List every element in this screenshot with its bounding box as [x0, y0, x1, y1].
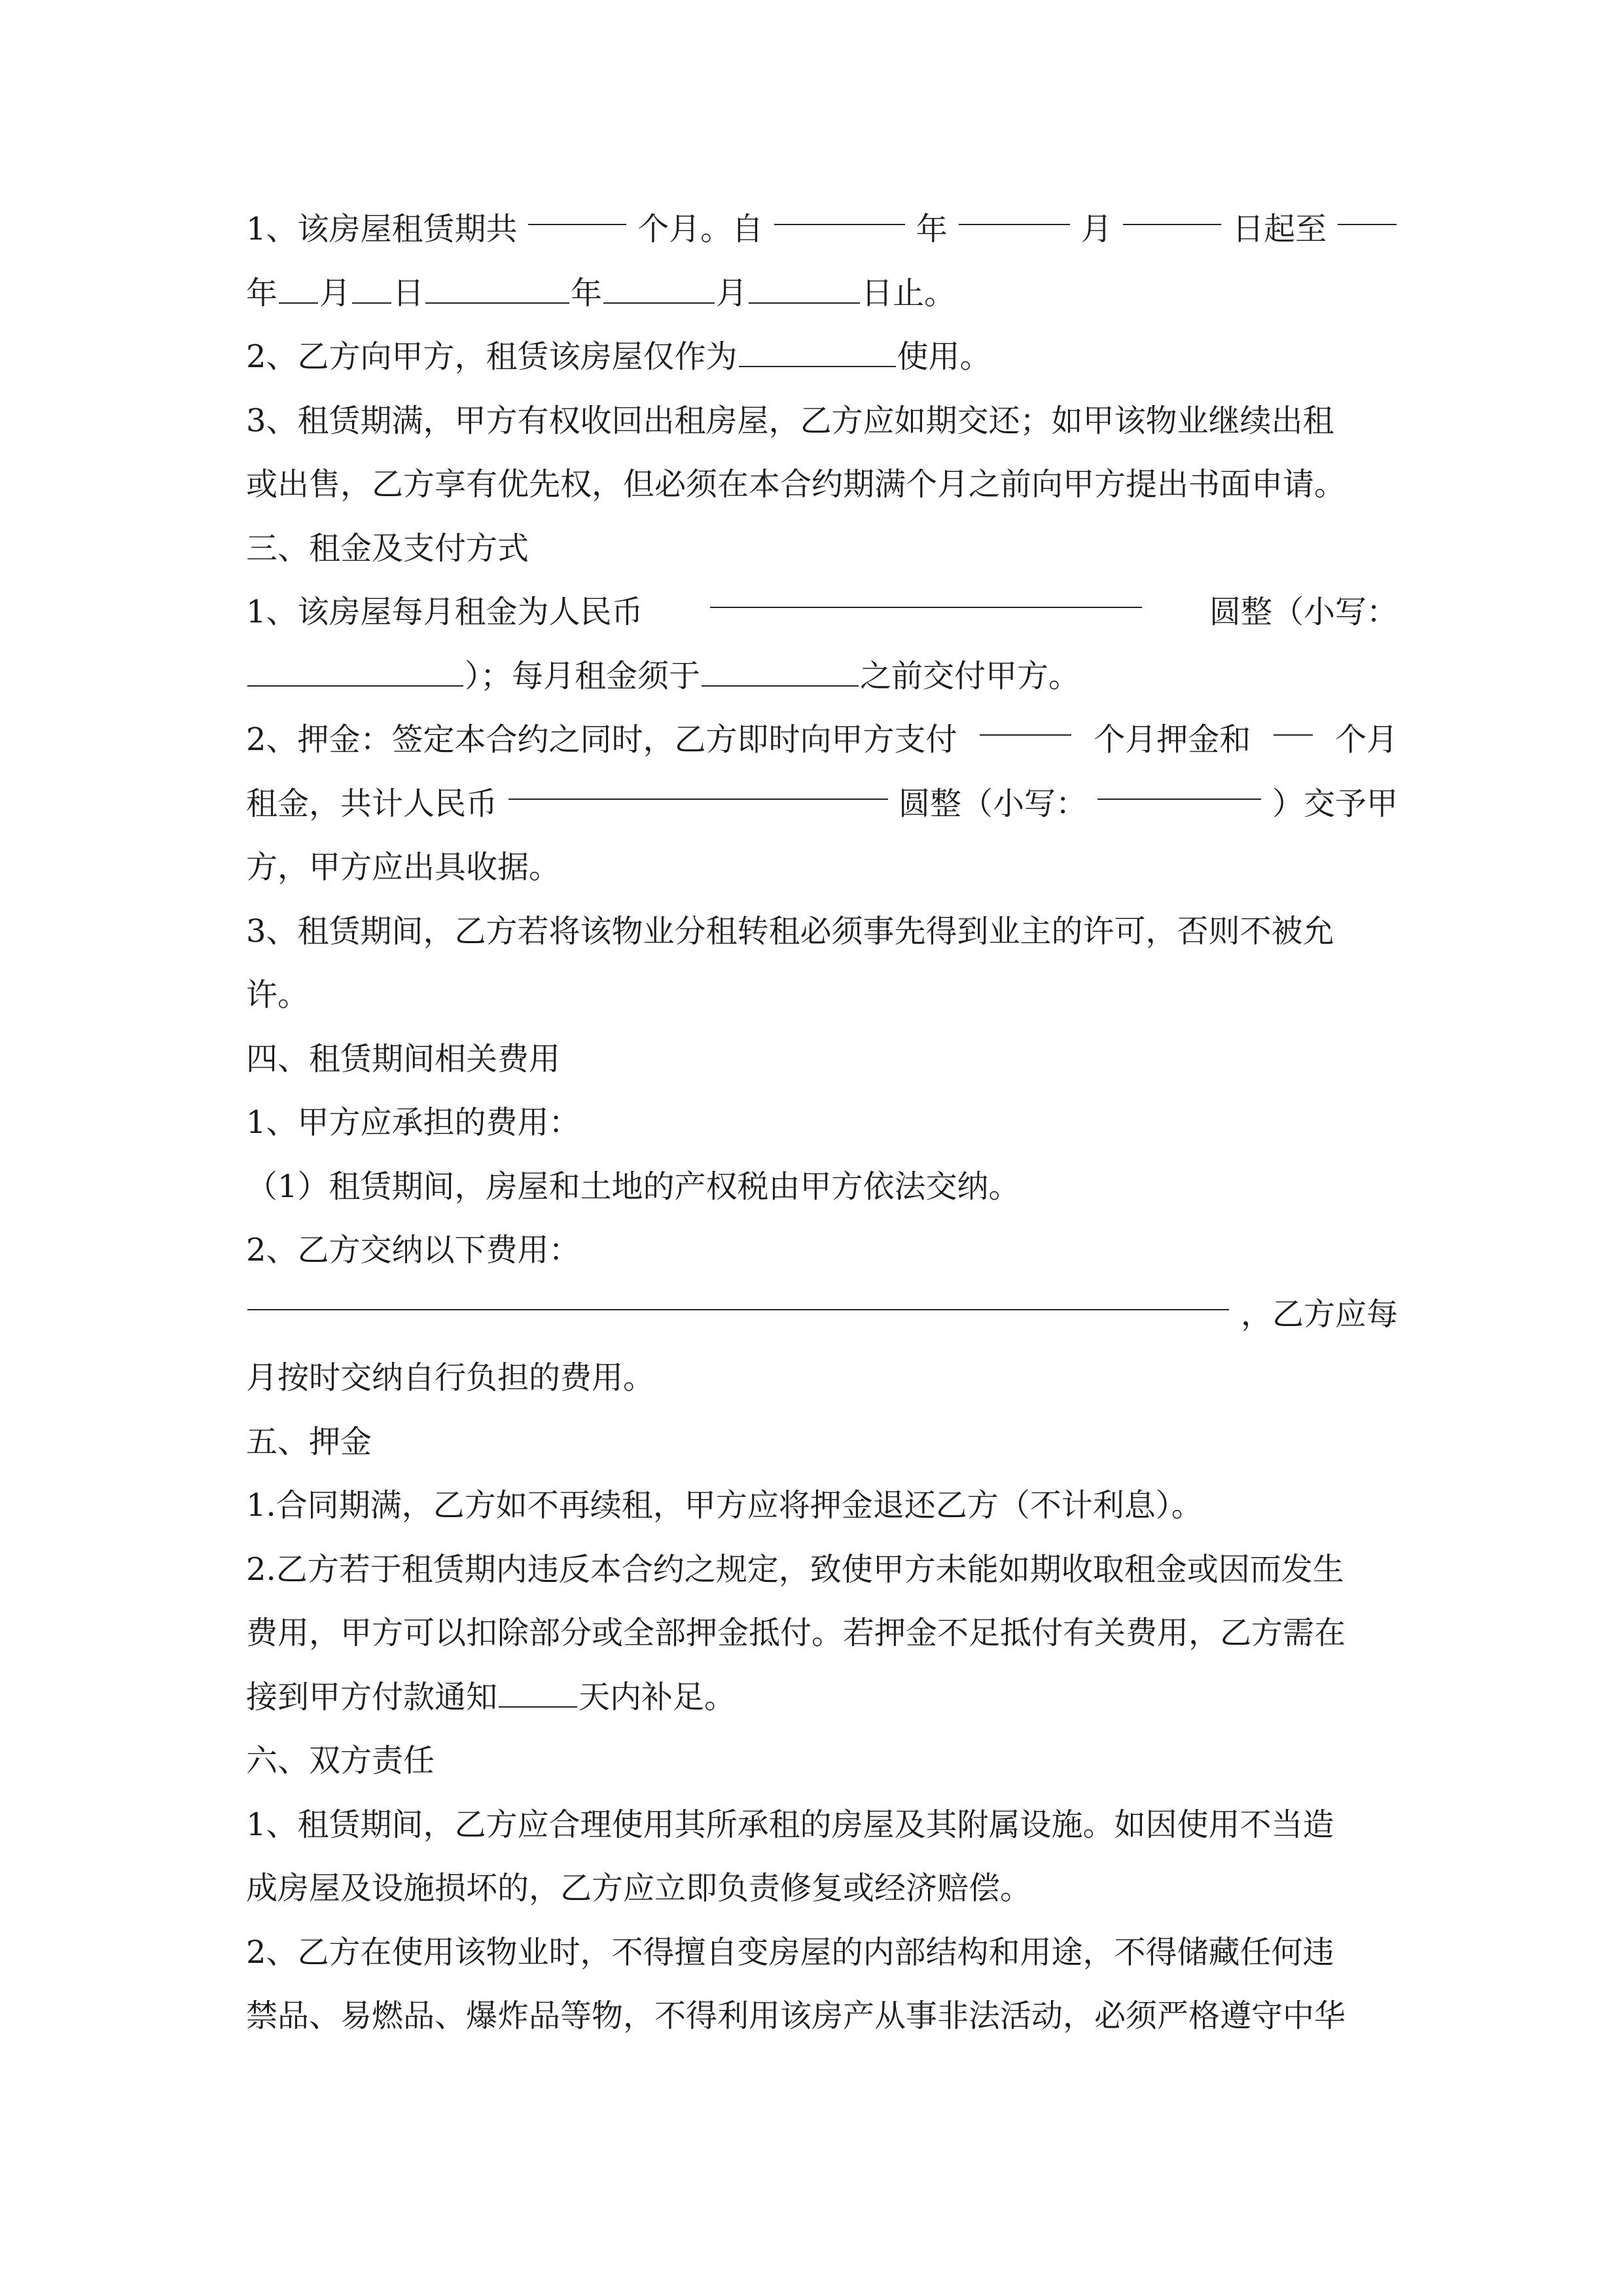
text-line	[246, 325, 1398, 389]
line-text: 年	[571, 274, 603, 312]
blank-fill-line	[1274, 708, 1313, 736]
text-line	[246, 708, 1398, 772]
line-text: 1、甲方应承担的费用：	[246, 1104, 580, 1141]
blank-fill-line	[603, 276, 715, 304]
line-text: 月	[716, 274, 748, 312]
text-line	[246, 1666, 1398, 1730]
text-line	[246, 389, 1398, 454]
line-text: 个月。自	[637, 211, 764, 247]
blank-fill-line	[247, 659, 463, 687]
line-text: ，乙方应每	[1240, 1295, 1398, 1333]
text-line	[246, 1410, 1398, 1475]
text-line	[246, 262, 1398, 326]
line-text: 禁品、易燃品、爆炸品等物，不得利用该房产从事非法活动，必须严格遵守中华	[246, 1998, 1346, 2034]
blank-fill-line	[702, 659, 859, 687]
text-line	[246, 1729, 1398, 1793]
text-line	[246, 1091, 1398, 1155]
line-text: ）；每月租金须于	[465, 657, 701, 694]
blank-fill-line	[959, 198, 1070, 225]
blank-fill-line	[1097, 772, 1261, 800]
line-text: 个月押金和	[1094, 721, 1251, 758]
line-text: 年	[246, 274, 278, 312]
line-text: 三、租金及支付方式	[246, 529, 529, 567]
blank-fill-line	[499, 1680, 577, 1708]
contract-body	[246, 198, 1398, 2049]
line-text: 1.合同期满，乙方如不再续租，甲方应将押金退还乙方（不计利息）。	[246, 1487, 1203, 1524]
blank-fill-line	[247, 1283, 1229, 1310]
line-text: 费用，甲方可以扣除部分或全部押金抵付。若押金不足抵付有关费用，乙方需在	[246, 1615, 1346, 1651]
line-text: 圆整（小写：	[1209, 594, 1398, 630]
line-text: 日	[393, 274, 425, 312]
text-line	[246, 1028, 1398, 1092]
text-line	[246, 963, 1398, 1028]
blank-fill-line	[774, 198, 905, 225]
text-line	[246, 1474, 1398, 1538]
line-text: 2、乙方向甲方，租赁该房屋仅作为	[246, 338, 738, 375]
line-text: 许。	[246, 977, 310, 1013]
line-text: 月	[1080, 211, 1113, 247]
blank-fill-line	[528, 198, 626, 225]
line-text: 天内补足。	[579, 1678, 736, 1715]
text-line	[246, 198, 1398, 262]
text-line	[246, 900, 1398, 964]
line-text: 六、双方责任	[246, 1742, 435, 1779]
blank-fill-line	[739, 340, 896, 367]
line-text: 2、押金：签定本合约之同时，乙方即时向甲方支付	[246, 721, 957, 758]
text-line	[246, 1857, 1398, 1921]
line-text: 月	[319, 274, 351, 312]
text-line	[246, 1283, 1398, 1347]
text-line	[246, 453, 1398, 517]
text-line	[246, 645, 1398, 709]
line-text: 2、乙方在使用该物业时，不得擅自变房屋的内部结构和用途，不得储藏任何违	[246, 1933, 1334, 1971]
blank-fill-line	[710, 581, 1142, 608]
line-text: 四、租赁期间相关费用	[246, 1040, 561, 1077]
line-text: 方，甲方应出具收据。	[246, 849, 561, 886]
blank-fill-line	[279, 276, 318, 304]
line-text: 租金，共计人民币	[246, 785, 498, 822]
line-text: ）交予甲	[1272, 785, 1398, 822]
line-text: 2.乙方若于租赁期内违反本合约之规定，致使甲方未能如期收取租金或因而发生	[246, 1551, 1344, 1588]
line-text: 年	[916, 211, 948, 247]
line-text: 3、租赁期间，乙方若将该物业分租转租必须事先得到业主的许可，否则不被允	[246, 912, 1334, 950]
line-text: 1、该房屋租赁期共	[246, 211, 518, 247]
line-text: 成房屋及设施损坏的，乙方应立即负责修复或经济赔偿。	[246, 1870, 1032, 1907]
line-text: 1、该房屋每月租金为人民币	[246, 594, 643, 630]
line-text: 1、租赁期间，乙方应合理使用其所承租的房屋及其附属设施。如因使用不当造	[246, 1806, 1334, 1843]
text-line	[246, 1219, 1398, 1283]
line-text: 3、租赁期满，甲方有权收回出租房屋，乙方应如期交还；如甲该物业继续出租	[246, 402, 1334, 439]
blank-fill-line	[425, 276, 569, 304]
line-text: 2、乙方交纳以下费用：	[246, 1232, 580, 1268]
text-line	[246, 772, 1398, 836]
blank-fill-line	[508, 772, 888, 800]
line-text: 日起至	[1232, 211, 1327, 247]
text-line	[246, 517, 1398, 581]
line-text: 日止。	[861, 274, 956, 312]
blank-fill-line	[1123, 198, 1221, 225]
line-text: 圆整（小写：	[898, 785, 1087, 822]
line-text: 之前交付甲方。	[860, 657, 1080, 694]
text-line	[246, 1921, 1398, 1985]
text-line	[246, 836, 1398, 900]
blank-fill-line	[980, 708, 1071, 736]
text-line	[246, 1155, 1398, 1219]
text-line	[246, 581, 1398, 645]
line-text: 个月	[1334, 721, 1398, 758]
blank-fill-line	[352, 276, 391, 304]
text-line	[246, 1538, 1398, 1602]
text-line	[246, 1984, 1398, 2049]
blank-fill-line	[1338, 198, 1397, 225]
line-text: （1）租赁期间，房屋和土地的产权税由甲方依法交纳。	[246, 1168, 1020, 1205]
line-text: 或出售，乙方享有优先权，但必须在本合约期满个月之前向甲方提出书面申请。	[246, 466, 1346, 503]
text-line	[246, 1346, 1398, 1410]
text-line	[246, 1602, 1398, 1666]
line-text: 五、押金	[246, 1423, 372, 1460]
text-line	[246, 1793, 1398, 1857]
line-text: 月按时交纳自行负担的费用。	[246, 1359, 655, 1396]
line-text: 接到甲方付款通知	[246, 1678, 498, 1715]
blank-fill-line	[749, 276, 860, 304]
line-text: 使用。	[897, 338, 991, 375]
